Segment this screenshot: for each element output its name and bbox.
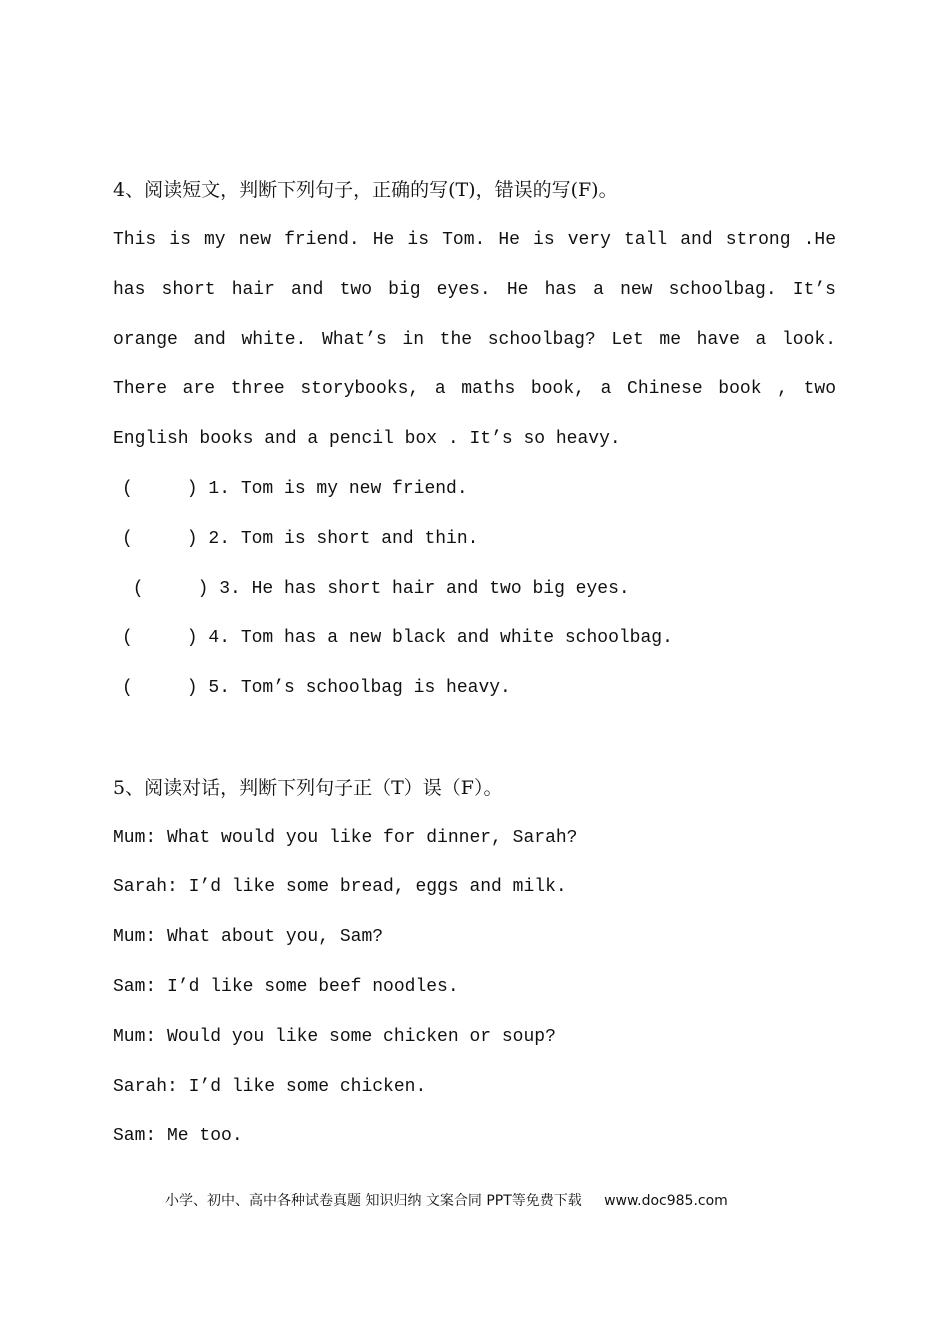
passage-line: There are three storybooks, a maths book, a Chinese book , two xyxy=(113,379,836,399)
section5-heading: 5、阅读对话，判断下列句子正（T）误（F）。 xyxy=(113,777,503,799)
section4-heading: 4、阅读短文，判断下列句子，正确的写(T)，错误的写(F)。 xyxy=(113,179,618,201)
dialogue-line: Mum: Would you like some chicken or soup? xyxy=(113,1027,556,1047)
dialogue-line: Mum: What about you, Sam? xyxy=(113,927,384,947)
question-item: ( ) 1. Tom is my new friend. xyxy=(122,479,468,499)
passage-line: has short hair and two big eyes. He has a new schoolbag. It’s xyxy=(113,280,836,300)
dialogue-line: Sarah: I’d like some chicken. xyxy=(113,1077,427,1097)
footer-url[interactable]: www.doc985.com xyxy=(604,1193,728,1209)
question-item: ( ) 4. Tom has a new black and white schoolbag. xyxy=(122,628,673,648)
footer-text: 小学、初中、高中各种试卷真题 知识归纳 文案合同 PPT等免费下载 xyxy=(165,1193,582,1209)
question-item: ( ) 3. He has short hair and two big eyes. xyxy=(122,579,630,599)
question-item: ( ) 5. Tom’s schoolbag is heavy. xyxy=(122,678,511,698)
passage-line: orange and white. What’s in the schoolbag? Let me have a look. xyxy=(113,330,836,350)
dialogue-line: Sam: I’d like some beef noodles. xyxy=(113,977,459,997)
passage-line: This is my new friend. He is Tom. He is very tall and strong .He xyxy=(113,230,836,250)
dialogue-line: Sarah: I’d like some bread, eggs and milk. xyxy=(113,877,567,897)
dialogue-line: Mum: What would you like for dinner, Sarah? xyxy=(113,828,578,848)
footer xyxy=(165,1190,728,1210)
dialogue-line: Sam: Me too. xyxy=(113,1126,243,1146)
passage-line: English books and a pencil box . It’s so heavy. xyxy=(113,429,621,449)
question-item: ( ) 2. Tom is short and thin. xyxy=(122,529,479,549)
